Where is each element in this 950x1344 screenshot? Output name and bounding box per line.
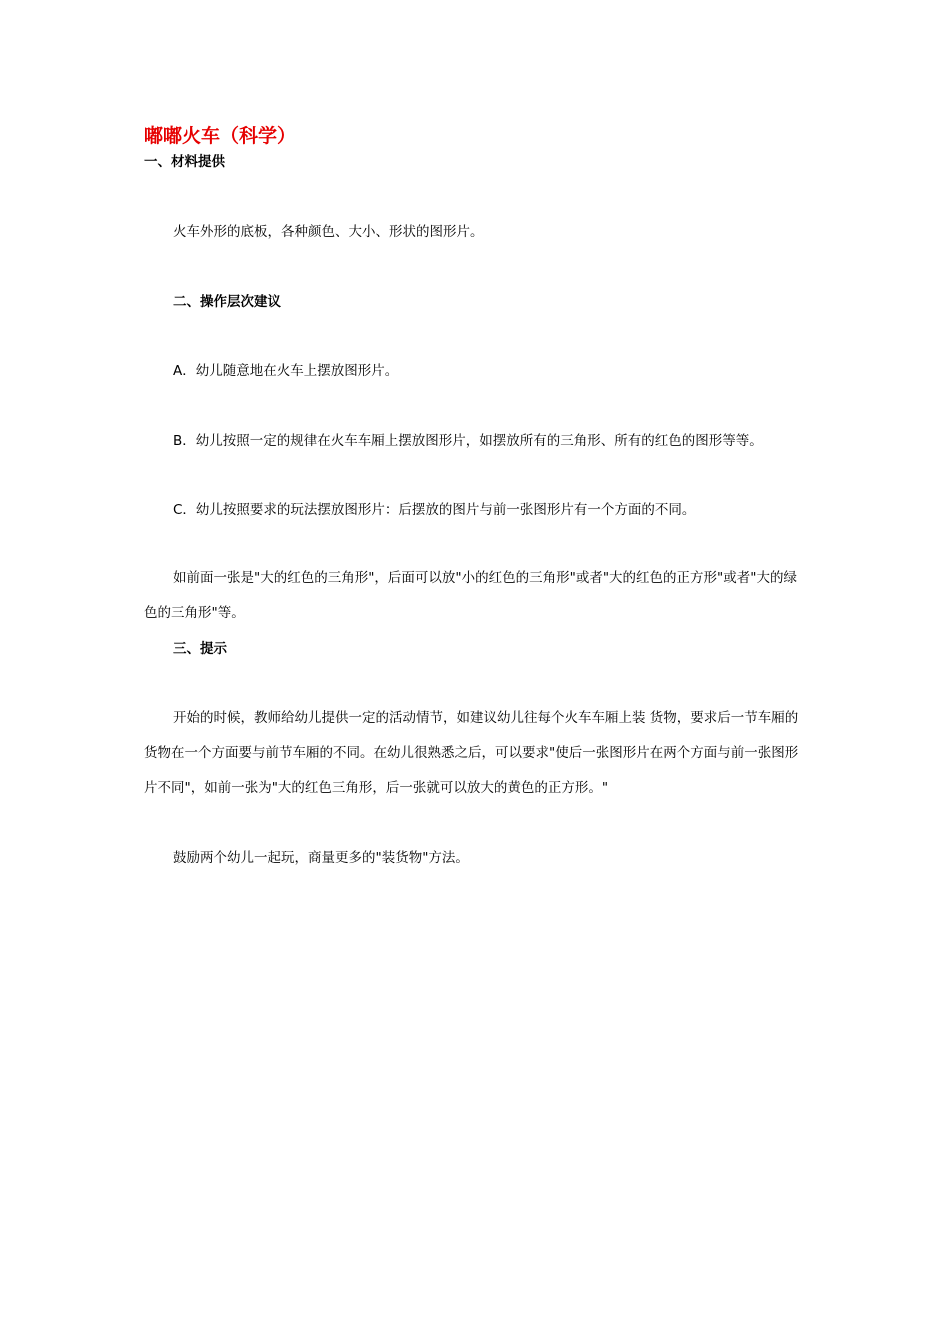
tips-paragraph-2: 鼓励两个幼儿一起玩，商量更多的"装货物"方法。	[173, 850, 469, 866]
operation-item-b: B．幼儿按照一定的规律在火车车厢上摆放图形片，如摆放所有的三角形、所有的红色的图形等等。	[173, 433, 763, 449]
tips-paragraph-1: 开始的时候，教师给幼儿提供一定的活动情节，如建议幼儿往每个火车车厢上装 货物，要求后一节车厢的货物在一个方面要与前节车厢的不同。在幼儿很熟悉之后，可以要求"使后一张图形片在两个方面与前一张图形片不同"，如前一张为"大的红色三角形，后一张就可以放大的黄色的正方形。"	[144, 710, 799, 796]
operation-item-c: C．幼儿按照要求的玩法摆放图形片：后摆放的图片与前一张图形片有一个方面的不同。	[173, 502, 696, 518]
section-heading-tips: 三、提示	[173, 641, 227, 657]
operation-example-paragraph: 如前面一张是"大的红色的三角形"，后面可以放"小的红色的三角形"或者"大的红色的正方形"或者"大的绿色的三角形"等。	[144, 570, 797, 621]
operation-item-a: A．幼儿随意地在火车上摆放图形片。	[173, 363, 399, 379]
document-title: 嘟嘟火车（科学）	[144, 125, 297, 147]
section-heading-operation-levels: 二、操作层次建议	[173, 294, 281, 310]
materials-paragraph: 火车外形的底板，各种颜色、大小、形状的图形片。	[173, 224, 484, 240]
section-heading-materials: 一、材料提供	[144, 154, 225, 170]
